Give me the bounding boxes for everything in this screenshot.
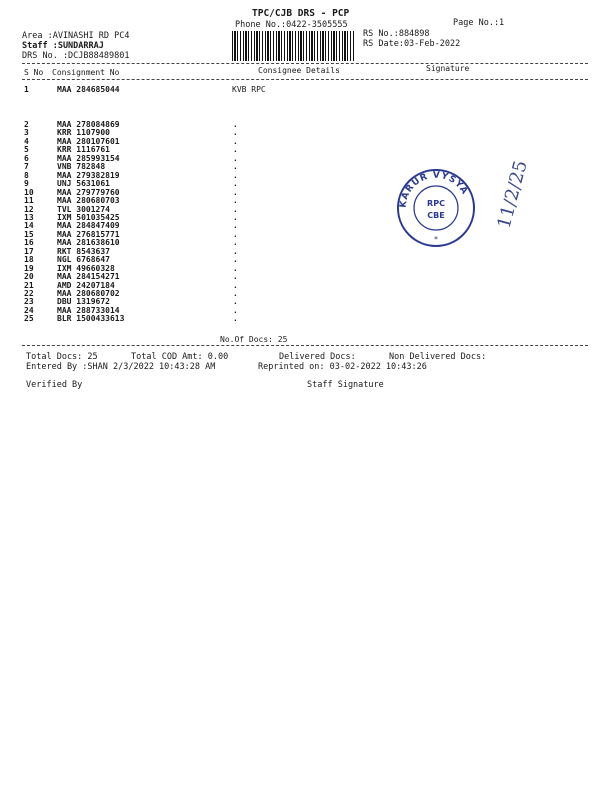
stamp-text-low: CBE: [427, 211, 445, 220]
row-consignee-marker: .: [233, 305, 238, 315]
divider: [22, 345, 588, 346]
divider: [22, 79, 588, 80]
row-sno: 16: [24, 238, 34, 248]
row-consignment: IXM 501035425: [57, 212, 120, 222]
row-consignee-marker: .: [233, 145, 238, 155]
row-consignee-marker: .: [233, 120, 238, 129]
row-consignment: MAA 281638610: [57, 238, 120, 248]
stamp-text-mid: RPC: [427, 199, 445, 208]
row-sno: 20: [24, 272, 34, 282]
row-consignment: UNJ 5631061: [57, 179, 110, 189]
col-header-signature: Signature: [426, 64, 470, 73]
row-consignment: MAA 284847409: [57, 221, 120, 231]
bank-stamp: [392, 164, 480, 252]
table-row: [0, 85, 600, 94]
barcode: [232, 31, 354, 61]
row-consignment: TVL 3001274: [57, 204, 110, 214]
row-sno: 13: [24, 212, 34, 222]
row-sno: 15: [24, 229, 34, 239]
row-sno: 1: [24, 85, 29, 94]
row-consignee-marker: .: [233, 263, 238, 273]
row-consignment: MAA 276815771: [57, 229, 120, 239]
star-icon: *: [434, 235, 438, 244]
row-consignee-marker: .: [233, 229, 238, 239]
row-consignee: KVB RPC: [232, 85, 266, 94]
row-consignee-marker: .: [233, 314, 238, 324]
row-consignment: KRR 1107900: [57, 128, 110, 138]
row-sno: 24: [24, 305, 34, 315]
row-consignment: NGL 6768647: [57, 255, 110, 265]
row-consignment: MAA 288733014: [57, 305, 120, 315]
row-sno: 5: [24, 145, 29, 155]
row-sno: 2: [24, 120, 29, 129]
no-of-docs: No.Of Docs: 25: [220, 335, 288, 344]
row-consignee-marker: .: [233, 170, 238, 180]
entered-by: Entered By :SHAN 2/3/2022 10:43:28 AM: [26, 362, 216, 372]
row-sno: 14: [24, 221, 34, 231]
rs-date: RS Date:03-Feb-2022: [363, 39, 461, 49]
row-consignee-marker: .: [233, 153, 238, 163]
row-consignment: MAA 278084869: [57, 120, 120, 129]
row-consignee-marker: .: [233, 246, 238, 256]
non-delivered-docs: Non Delivered Docs:: [389, 352, 487, 362]
row-consignment: MAA 280680703: [57, 196, 120, 206]
row-sno: 10: [24, 187, 34, 197]
rs-number: RS No.:884898: [363, 29, 430, 39]
drs-number: DRS No. :DCJB88489801: [22, 51, 130, 61]
reprinted-on: Reprinted on: 03-02-2022 10:43:26: [258, 362, 427, 372]
row-consignee-marker: .: [233, 221, 238, 231]
row-consignment: KRR 1116761: [57, 145, 110, 155]
row-sno: 25: [24, 314, 34, 324]
row-sno: 21: [24, 280, 34, 290]
row-sno: 18: [24, 255, 34, 265]
row-consignee-marker: .: [233, 187, 238, 197]
row-consignment: MAA 279779760: [57, 187, 120, 197]
row-consignee-marker: .: [233, 212, 238, 222]
staff-signature: Staff Signature: [307, 380, 384, 390]
row-sno: 17: [24, 246, 34, 256]
row-consignee-marker: .: [233, 238, 238, 248]
row-consignment: IXM 49660328: [57, 263, 115, 273]
row-sno: 8: [24, 170, 29, 180]
row-consignment: MAA 280107601: [57, 136, 120, 146]
row-sno: 11: [24, 196, 34, 206]
col-header-sno: S No: [24, 68, 44, 77]
divider: [22, 63, 588, 64]
row-consignee-marker: .: [233, 272, 238, 282]
row-sno: 23: [24, 297, 34, 307]
row-sno: 4: [24, 136, 29, 146]
row-sno: 12: [24, 204, 34, 214]
row-sno: 7: [24, 162, 29, 172]
row-consignment: MAA 285993154: [57, 153, 120, 163]
row-consignment: MAA 279382819: [57, 170, 120, 180]
row-sno: 19: [24, 263, 34, 273]
total-docs: Total Docs: 25: [26, 352, 98, 362]
row-sno: 22: [24, 289, 34, 298]
col-header-consignee: Consignee Details: [258, 66, 340, 75]
handwritten-date: 11/2/25: [493, 158, 532, 231]
row-consignment: BLR 1500433613: [57, 314, 125, 324]
row-consignee-marker: .: [233, 162, 238, 172]
row-consignment: RKT 8543637: [57, 246, 110, 256]
staff-label: Staff :SUNDARRAJ: [22, 41, 104, 51]
col-header-consignment: Consignment No: [52, 68, 120, 77]
document-title: TPC/CJB DRS - PCP: [252, 8, 350, 19]
delivered-docs: Delivered Docs:: [279, 352, 356, 362]
row-consignment: MAA 284685044: [57, 85, 120, 94]
row-consignee-marker: .: [233, 196, 238, 206]
row-consignment: VNB 782848: [57, 162, 106, 172]
row-consignment: DBU 1319672: [57, 297, 110, 307]
row-consignee-marker: .: [233, 204, 238, 214]
row-sno: 3: [24, 128, 29, 138]
area-label: Area :AVINASHI RD PC4: [22, 31, 130, 41]
row-sno: 6: [24, 153, 29, 163]
row-consignee-marker: .: [233, 128, 238, 138]
total-cod: Total COD Amt: 0.00: [131, 352, 229, 362]
row-consignee-marker: .: [233, 179, 238, 189]
row-consignee-marker: .: [233, 297, 238, 307]
page-number: Page No.:1: [453, 18, 505, 28]
row-consignee-marker: .: [233, 280, 238, 290]
row-sno: 9: [24, 179, 29, 189]
row-consignment: MAA 284154271: [57, 272, 120, 282]
phone-number: Phone No.:0422-3505555: [235, 20, 348, 30]
row-consignment: AMD 24207184: [57, 280, 115, 290]
row-consignment: MAA 280680702: [57, 289, 120, 298]
stamp-text-top: KARUR VYSYA: [398, 170, 470, 209]
row-consignee-marker: .: [233, 136, 238, 146]
verified-by: Verified By: [26, 380, 83, 390]
table-row: [0, 314, 600, 323]
row-consignee-marker: .: [233, 255, 238, 265]
row-consignee-marker: .: [233, 289, 238, 298]
